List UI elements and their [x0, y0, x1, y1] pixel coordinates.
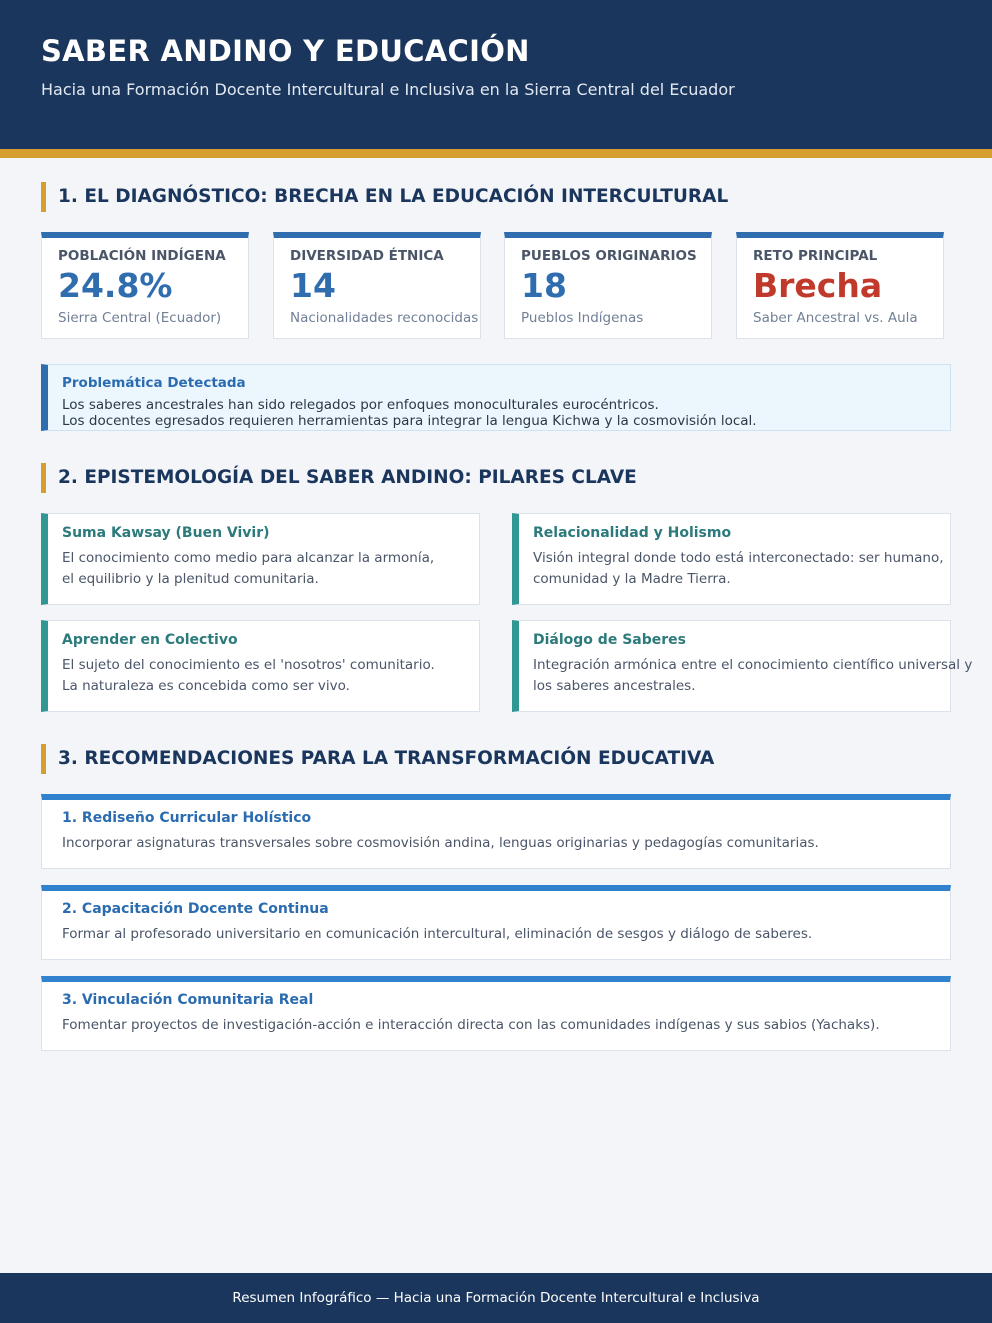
alert-title: Problemática Detectada: [62, 375, 246, 391]
pillar-line: el equilibrio y la plenitud comunitaria.: [62, 571, 319, 587]
stat-desc: Pueblos Indígenas: [521, 310, 644, 326]
pillar-line: El conocimiento como medio para alcanzar la armonía,: [62, 550, 435, 566]
stat-desc: Nacionalidades reconocidas: [290, 310, 479, 326]
pillar-line: los saberes ancestrales.: [533, 678, 696, 694]
pillar-text: [62, 548, 479, 590]
header-accent-bar: [0, 149, 992, 158]
pillar-text: [533, 548, 950, 590]
section-title-epistemologia: 2. EPISTEMOLOGÍA DEL SABER ANDINO: PILARES CLAVE: [41, 463, 637, 493]
recommendation-card: [41, 794, 951, 869]
page-subtitle: Hacia una Formación Docente Intercultural e Inclusiva en la Sierra Central del Ecuador: [41, 80, 735, 99]
stat-value: 14: [290, 266, 336, 305]
stat-label: RETO PRINCIPAL: [753, 248, 878, 264]
page-footer: [0, 1273, 992, 1323]
pillar-line: Integración armónica entre el conocimiento científico universal y: [533, 657, 973, 673]
pillar-card-aprender: [41, 620, 480, 712]
alert-line: Los docentes egresados requieren herramientas para integrar la lengua Kichwa y la cosmovisión local.: [62, 413, 757, 429]
alert-line: Los saberes ancestrales han sido relegados por enfoques monoculturales eurocéntricos.: [62, 397, 659, 413]
stat-value: Brecha: [753, 266, 883, 305]
problematica-alert: [41, 364, 951, 431]
recommendation-title: 1. Rediseño Curricular Holístico: [62, 810, 312, 826]
stat-value: 18: [521, 266, 567, 305]
pillar-text: [62, 655, 479, 697]
stat-value: 24.8%: [58, 266, 173, 305]
stat-label: POBLACIÓN INDÍGENA: [58, 248, 226, 264]
footer-text: Resumen Infográfico — Hacia una Formación Docente Intercultural e Inclusiva: [232, 1290, 760, 1306]
stat-desc: Saber Ancestral vs. Aula: [753, 310, 918, 326]
recommendation-text: Fomentar proyectos de investigación-acción e interacción directa con las comunidades indígenas y sus sabios (Yachaks).: [62, 1017, 880, 1033]
pillar-card-suma-kawsay: [41, 513, 480, 605]
section-title-recomendaciones: 3. RECOMENDACIONES PARA LA TRANSFORMACIÓN EDUCATIVA: [41, 744, 714, 774]
section-title-diagnostico: 1. EL DIAGNÓSTICO: BRECHA EN LA EDUCACIÓN INTERCULTURAL: [41, 182, 728, 212]
stat-desc: Sierra Central (Ecuador): [58, 310, 222, 326]
pillar-line: El sujeto del conocimiento es el 'nosotros' comunitario.: [62, 657, 435, 673]
pillar-line: comunidad y la Madre Tierra.: [533, 571, 731, 587]
pillar-card-relacionalidad: [512, 513, 951, 605]
pillar-title: Suma Kawsay (Buen Vivir): [62, 525, 270, 541]
recommendation-text: Formar al profesorado universitario en comunicación intercultural, eliminación de sesgos y diálogo de saberes.: [62, 926, 813, 942]
pillar-text: [533, 655, 973, 697]
stat-card-poblacion: [41, 232, 249, 339]
stat-card-pueblos: [504, 232, 712, 339]
pillar-title: Aprender en Colectivo: [62, 632, 238, 648]
recommendation-title: 2. Capacitación Docente Continua: [62, 901, 329, 917]
recommendation-card: [41, 976, 951, 1051]
pillar-line: Visión integral donde todo está interconectado: ser humano,: [533, 550, 944, 566]
pillar-card-dialogo: [512, 620, 973, 712]
recommendation-title: 3. Vinculación Comunitaria Real: [62, 992, 314, 1008]
stat-card-reto: [736, 232, 944, 339]
recommendation-card: [41, 885, 951, 960]
stat-card-diversidad: [273, 232, 481, 339]
stat-label: DIVERSIDAD ÉTNICA: [290, 248, 444, 264]
pillar-title: Relacionalidad y Holismo: [533, 525, 732, 541]
pillar-line: La naturaleza es concebida como ser vivo.: [62, 678, 350, 694]
alert-text: [62, 397, 950, 429]
stat-label: PUEBLOS ORIGINARIOS: [521, 248, 697, 264]
page-header: [0, 0, 992, 149]
pillar-title: Diálogo de Saberes: [533, 632, 686, 648]
recommendation-text: Incorporar asignaturas transversales sobre cosmovisión andina, lenguas originarias y pedagogías comunitarias.: [62, 835, 819, 851]
page-title: SABER ANDINO Y EDUCACIÓN: [41, 34, 530, 68]
